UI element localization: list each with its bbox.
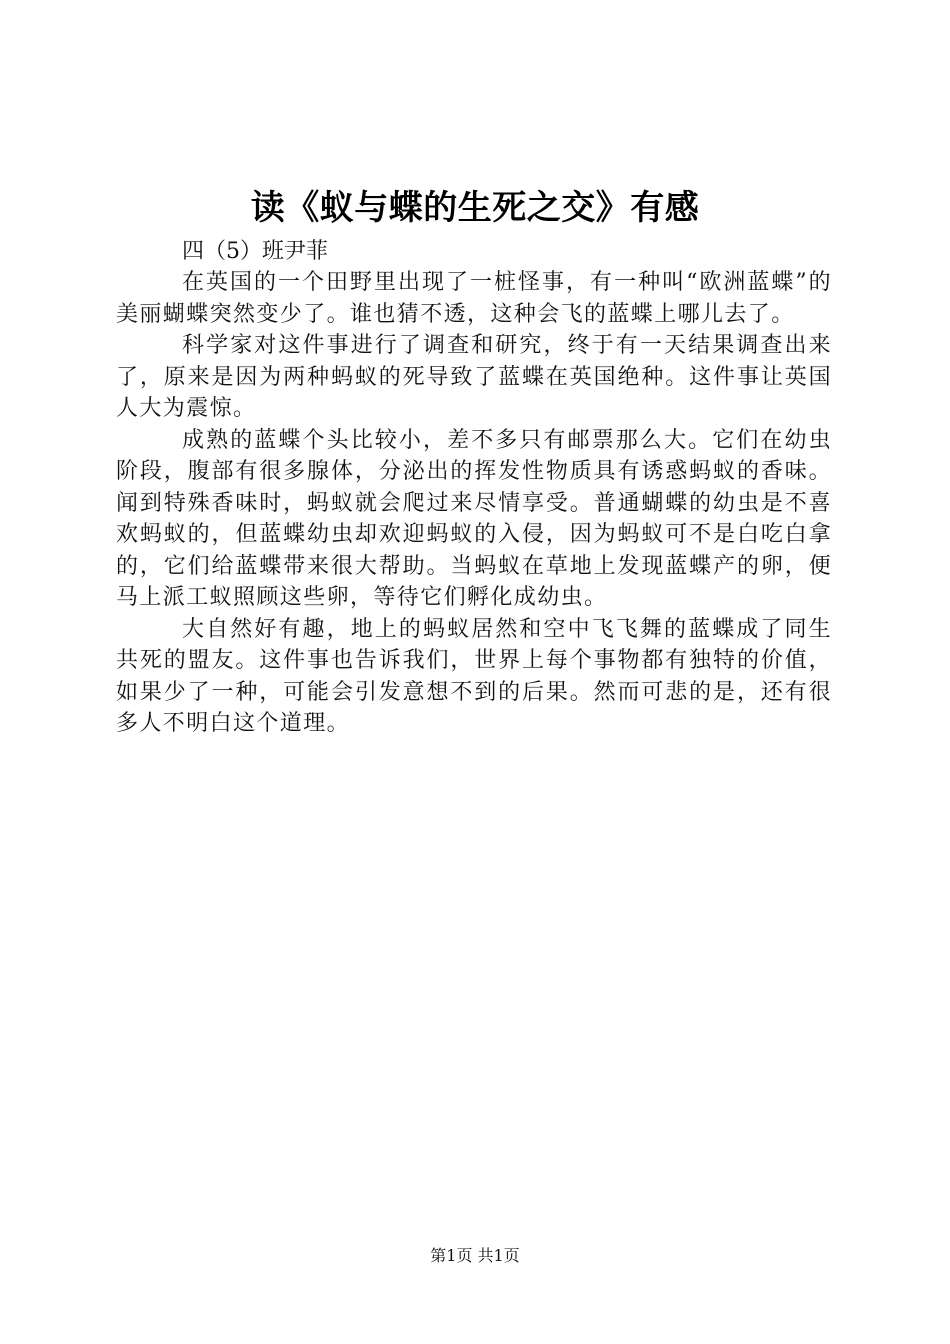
- document-body: [116, 236, 832, 740]
- page-footer: 第1页 共1页: [430, 1246, 520, 1265]
- paragraph: 在英国的一个田野里出现了一桩怪事，有一种叫“欧洲蓝蝶”的美丽蝴蝶突然变少了。谁也猜不透，这种会飞的蓝蝶上哪儿去了。: [116, 270, 832, 327]
- paragraph: 大自然好有趣，地上的蚂蚁居然和空中飞飞舞的蓝蝶成了同生共死的盟友。这件事也告诉我们，世界上每个事物都有独特的价值，如果少了一种，可能会引发意想不到的后果。然而可悲的是，还有很多人不明白这个道理。: [116, 616, 832, 736]
- paragraph: 成熟的蓝蝶个头比较小，差不多只有邮票那么大。它们在幼虫阶段，腹部有很多腺体，分泌出的挥发性物质具有诱惑蚂蚁的香味。闻到特殊香味时，蚂蚁就会爬过来尽情享受。普通蝴蝶的幼虫是不喜欢蚂蚁的，但蓝蝶幼虫却欢迎蚂蚁的入侵，因为蚂蚁可不是白吃白拿的，它们给蓝蝶带来很大帮助。当蚂蚁在草地上发现蓝蝶产的卵，便马上派工蚁照顾这些卵，等待它们孵化成幼虫。: [116, 427, 832, 610]
- author-line: 四（5）班尹菲: [182, 239, 328, 264]
- paragraph: 科学家对这件事进行了调查和研究，终于有一天结果调查出来了，原来是因为两种蚂蚁的死导致了蓝蝶在英国绝种。这件事让英国人大为震惊。: [116, 333, 832, 421]
- document-title: 读《蚁与蝶的生死之交》有感: [250, 188, 700, 228]
